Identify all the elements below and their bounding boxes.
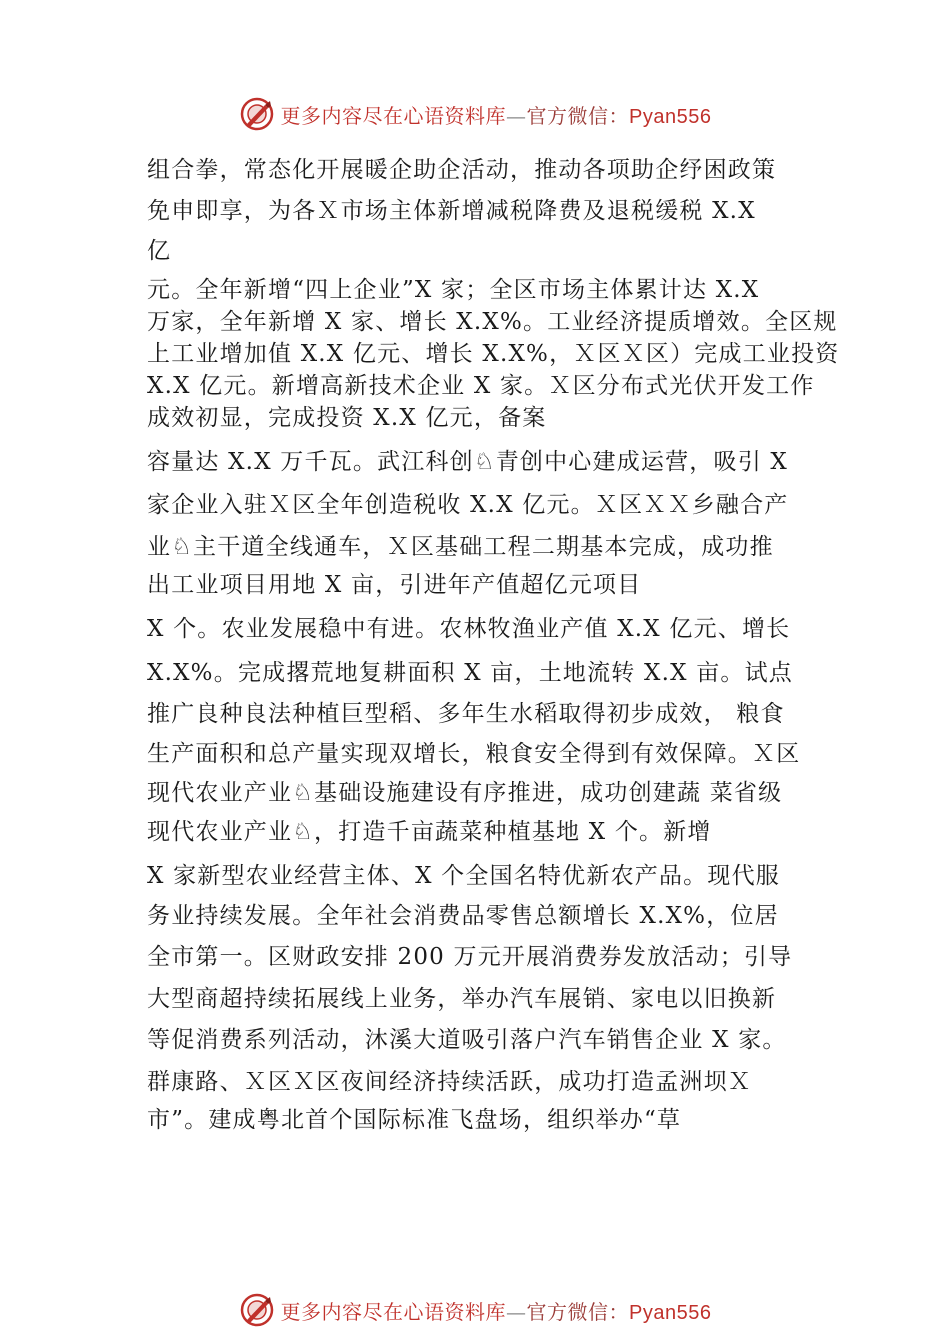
body-line: 大型商超持续拓展线上业务，举办汽车展销、家电以旧换新: [147, 986, 777, 1012]
header-wechat-label: 官方微信：: [526, 103, 630, 128]
body-line: 元。全年新增“四上企业”X 家；全区市场主体累计达 X.X: [147, 277, 760, 303]
body-line: 成效初显，完成投资 X.X 亿元，备案: [147, 405, 547, 431]
body-line: 群康路、Ｘ区Ｘ区夜间经济持续活跃，成功打造孟洲坝Ｘ: [147, 1069, 752, 1095]
footer-wechat-id: Pyan556: [629, 1301, 712, 1324]
header-brand: 更多内容尽在心语资料库: [280, 103, 507, 128]
header-wechat-id: Pyan556: [629, 105, 712, 128]
header-dash: —: [506, 103, 527, 128]
footer-banner: [0, 1290, 950, 1330]
body-line: 全市第一。区财政安排 200 万元开展消费券发放活动；引导: [147, 944, 793, 970]
body-line: X 个。农业发展稳中有进。农林牧渔业产值 X.X 亿元、增长: [147, 616, 791, 642]
body-line: 业♘主干道全线通车，Ｘ区基础工程二期基本完成，成功推: [147, 534, 774, 560]
body-line: 出工业项目用地 X 亩，引进年产值超亿元项目: [147, 572, 642, 598]
body-line: 推广良种良法种植巨型稻、多年生水稻取得初步成效， 粮食: [147, 701, 785, 727]
body-line: 容量达 X.X 万千瓦。武江科创♘青创中心建成运营，吸引 X: [147, 449, 788, 475]
body-line: 亿: [147, 238, 172, 264]
body-line: 免申即享，为各Ｘ市场主体新增减税降费及退税缓税 X.X: [147, 198, 756, 224]
body-line: 生产面积和总产量实现双增长，粮食安全得到有效保障。Ｘ区: [147, 741, 801, 767]
body-line: 务业持续发展。全年社会消费品零售总额增长 X.X%，位居: [147, 903, 779, 929]
brand-logo-icon: [239, 1292, 275, 1328]
footer-wechat-label: 官方微信：: [526, 1299, 630, 1324]
body-line: 万家，全年新增 X 家、增长 X.X%。工业经济提质增效。全区规: [147, 309, 838, 335]
footer-dash: —: [506, 1299, 527, 1324]
body-line: 组合拳，常态化开展暖企助企活动，推动各项助企纾困政策: [147, 157, 777, 183]
body-line: 家企业入驻Ｘ区全年创造税收 X.X 亿元。Ｘ区ＸＸ乡融合产: [147, 492, 789, 518]
body-line: X 家新型农业经营主体、X 个全国名特优新农产品。现代服: [147, 863, 780, 889]
brand-logo-icon: [239, 96, 275, 132]
body-line: X.X 亿元。新增高新技术企业 X 家。Ｘ区分布式光伏开发工作: [147, 373, 815, 399]
header-banner: [0, 94, 950, 134]
footer-brand: 更多内容尽在心语资料库: [280, 1299, 507, 1324]
body-line: 市”。建成粤北首个国际标准飞盘场，组织举办“草: [147, 1107, 682, 1133]
body-line: 现代农业产业♘基础设施建设有序推进，成功创建蔬 菜省级: [147, 780, 783, 806]
body-line: 上工业增加值 X.X 亿元、增长 X.X%，Ｘ区Ｘ区）完成工业投资: [147, 341, 840, 367]
body-line: 现代农业产业♘，打造千亩蔬菜种植基地 X 个。新增: [147, 819, 712, 845]
body-line: 等促消费系列活动，沐溪大道吸引落户汽车销售企业 X 家。: [147, 1027, 787, 1053]
body-line: X.X%。完成撂荒地复耕面积 X 亩，土地流转 X.X 亩。试点: [147, 660, 793, 686]
